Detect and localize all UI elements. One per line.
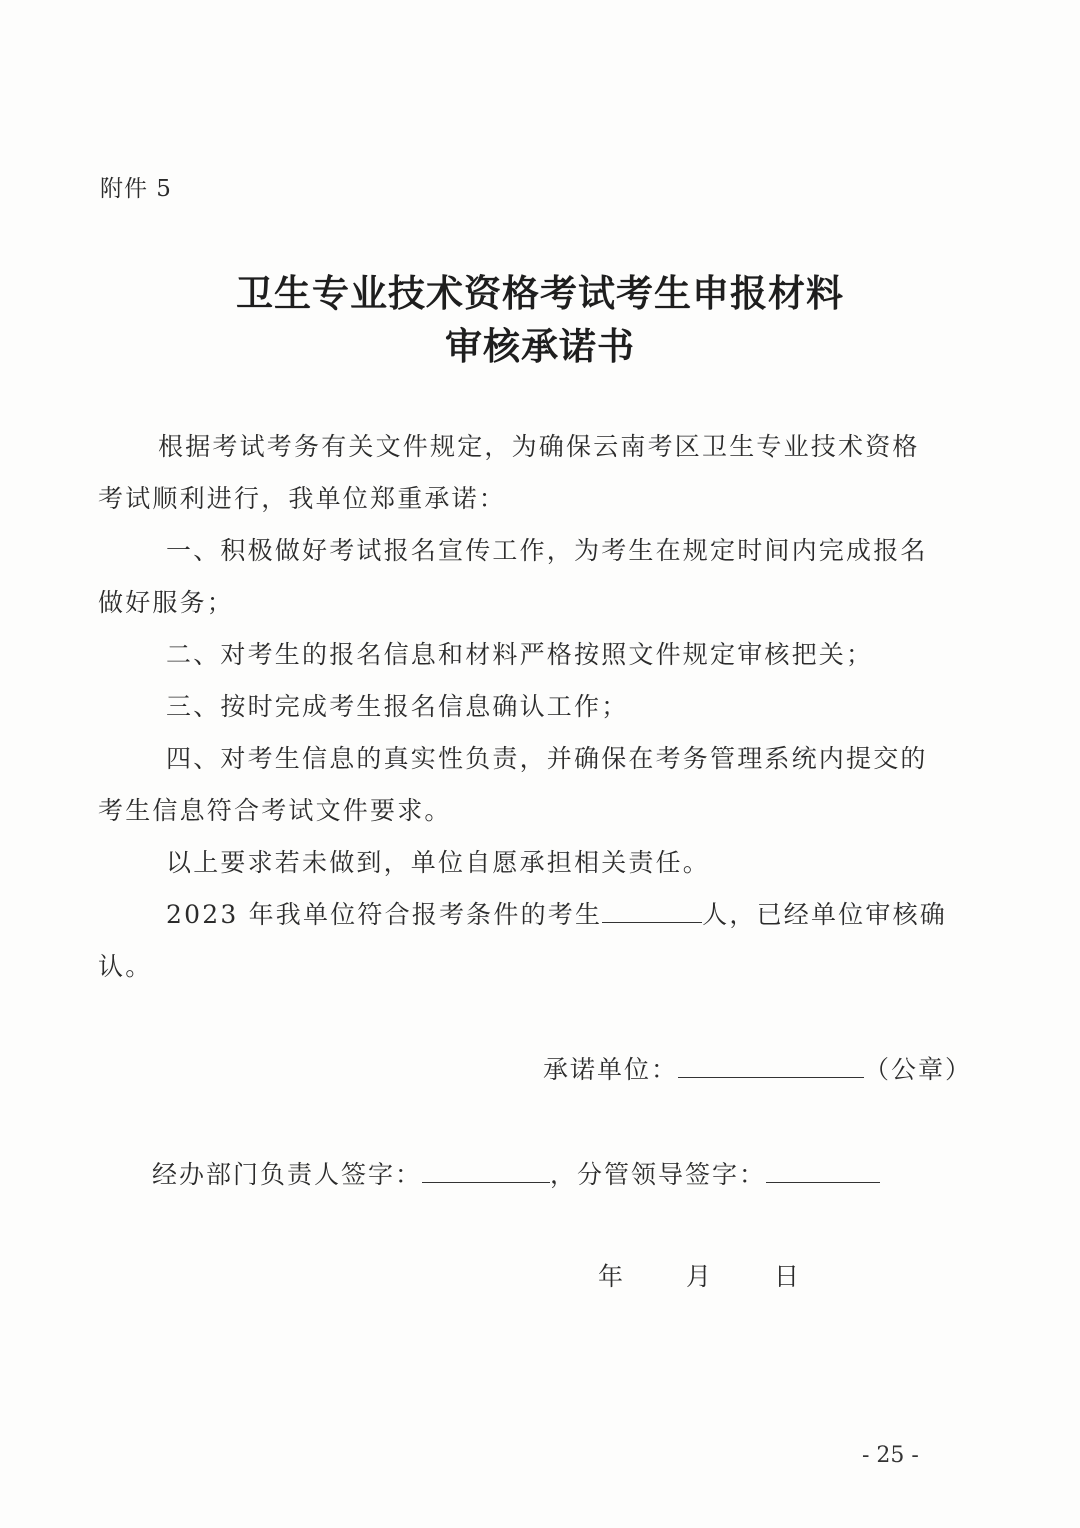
commitment-item-1-line1: 一、积极做好考试报名宣传工作，为考生在规定时间内完成报名 [166,536,928,565]
signature-row [152,1155,880,1191]
commitment-item-4-line1: 四、对考生信息的真实性负责，并确保在考务管理系统内提交的 [166,744,928,773]
dept-head-label: 经办部门负责人签字： [152,1160,423,1189]
candidate-count-line2: 认。 [98,952,153,981]
commitment-item-3: 三、按时完成考生报名信息确认工作； [166,692,629,721]
candidate-count-blank[interactable] [602,900,702,923]
candidate-count-suffix: 人，已经单位审核确 [702,900,947,929]
paragraph-intro-line2: 考试顺利进行，我单位郑重承诺： [98,484,507,513]
date-year: 年 [598,1262,624,1291]
candidate-count-line1 [166,895,947,931]
candidate-count-prefix: 2023 年我单位符合报考条件的考生 [166,900,603,929]
official-seal-label: （公章） [864,1055,973,1084]
commitment-unit-row [543,1050,972,1086]
document-title-line2: 审核承诺书 [445,325,635,368]
commitment-item-1-line2: 做好服务； [98,588,235,617]
page-number: - 25 - [862,1443,919,1468]
closing-statement: 以上要求若未做到，单位自愿承担相关责任。 [166,848,711,877]
document-title-line1: 卫生专业技术资格考试考生申报材料 [236,272,844,315]
unit-blank[interactable] [678,1055,864,1078]
date-day: 日 [774,1262,800,1291]
attachment-label: 附件 5 [100,176,172,202]
leader-label: ，分管领导签字： [550,1160,767,1189]
unit-label: 承诺单位： [543,1055,679,1084]
commitment-item-2: 二、对考生的报名信息和材料严格按照文件规定审核把关； [166,640,874,669]
dept-head-signature-blank[interactable] [422,1160,550,1183]
date-month: 月 [686,1262,712,1291]
commitment-item-4-line2: 考生信息符合考试文件要求。 [98,796,452,825]
paragraph-intro-line1: 根据考试考务有关文件规定，为确保云南考区卫生专业技术资格 [158,432,920,461]
leader-signature-blank[interactable] [766,1160,880,1183]
